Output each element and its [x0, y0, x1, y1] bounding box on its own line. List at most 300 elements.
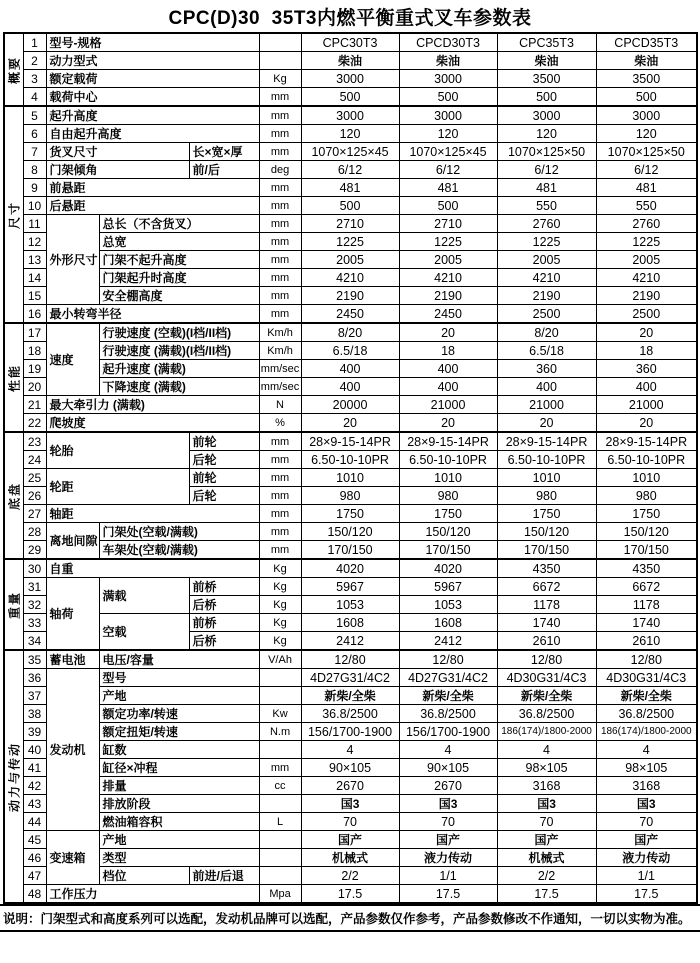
- value-cell: 20: [596, 414, 697, 433]
- value-cell: 20: [497, 414, 596, 433]
- value-cell: 150/120: [596, 523, 697, 541]
- unit-cell: N.m: [259, 723, 301, 741]
- value-cell: 20: [301, 414, 399, 433]
- unit-cell: mm: [259, 197, 301, 215]
- value-cell: 17.5: [497, 885, 596, 904]
- value-cell: 980: [399, 487, 497, 505]
- value-cell: 36.8/2500: [596, 705, 697, 723]
- value-cell: 3500: [497, 70, 596, 88]
- table-row: [4, 360, 697, 378]
- value-cell: 1178: [497, 596, 596, 614]
- row-number: 45: [23, 831, 46, 849]
- value-cell: 500: [301, 197, 399, 215]
- table-row: [4, 741, 697, 759]
- unit-cell: Km/h: [259, 323, 301, 342]
- value-cell: 2005: [301, 251, 399, 269]
- value-cell: 4210: [497, 269, 596, 287]
- spec-table-body: [4, 33, 697, 903]
- table-row: [4, 52, 697, 70]
- value-cell: 36.8/2500: [301, 705, 399, 723]
- param-cell: 外形尺寸: [46, 215, 99, 305]
- value-cell: 120: [301, 125, 399, 143]
- row-number: 10: [23, 197, 46, 215]
- value-cell: 186(174)/1800-2000: [497, 723, 596, 741]
- table-row: [4, 161, 697, 179]
- value-cell: 2412: [399, 632, 497, 651]
- value-cell: 550: [497, 197, 596, 215]
- table-row: [4, 396, 697, 414]
- unit-cell: [259, 33, 301, 52]
- value-cell: 6/12: [497, 161, 596, 179]
- row-number: 7: [23, 143, 46, 161]
- param-cell: 轴荷: [46, 578, 99, 651]
- unit-cell: Mpa: [259, 885, 301, 904]
- table-row: [4, 215, 697, 233]
- unit-cell: Kw: [259, 705, 301, 723]
- value-cell: 1/1: [596, 867, 697, 885]
- footer-note: 说明：门架型式和高度系列可以选配，发动机品牌可以选配，产品参数仅作参考，产品参数修改不作通知，一切以实物为准。: [0, 904, 700, 932]
- value-cell: 170/150: [301, 541, 399, 560]
- row-number: 29: [23, 541, 46, 560]
- unit-cell: mm: [259, 487, 301, 505]
- value-cell: 120: [497, 125, 596, 143]
- row-number: 2: [23, 52, 46, 70]
- value-cell: 1/1: [399, 867, 497, 885]
- value-cell: 1070×125×45: [399, 143, 497, 161]
- value-cell: 国3: [497, 795, 596, 813]
- row-number: 36: [23, 669, 46, 687]
- row-number: 9: [23, 179, 46, 197]
- unit-cell: mm: [259, 143, 301, 161]
- value-cell: 90×105: [399, 759, 497, 777]
- value-cell: 2710: [301, 215, 399, 233]
- value-cell: 400: [497, 378, 596, 396]
- value-cell: 1053: [301, 596, 399, 614]
- value-cell: 28×9-15-14PR: [301, 432, 399, 451]
- param-cell: 车架处(空载/满载): [99, 541, 259, 560]
- row-number: 21: [23, 396, 46, 414]
- table-row: [4, 251, 697, 269]
- value-cell: 70: [301, 813, 399, 831]
- unit-cell: N: [259, 396, 301, 414]
- value-cell: 12/80: [301, 650, 399, 669]
- value-cell: 6.50-10-10PR: [497, 451, 596, 469]
- unit-cell: mm: [259, 106, 301, 125]
- value-cell: 400: [399, 360, 497, 378]
- param-cell: 满载: [99, 578, 189, 614]
- table-row: [4, 378, 697, 396]
- value-cell: 18: [596, 342, 697, 360]
- value-cell: 4020: [301, 559, 399, 578]
- param-cell: 电压/容量: [99, 650, 259, 669]
- unit-cell: mm: [259, 215, 301, 233]
- unit-cell: mm: [259, 541, 301, 560]
- value-cell: 90×105: [301, 759, 399, 777]
- param-cell: 前/后: [189, 161, 259, 179]
- value-cell: CPC30T3: [301, 33, 399, 52]
- value-cell: 12/80: [399, 650, 497, 669]
- value-cell: 1010: [399, 469, 497, 487]
- table-row: [4, 813, 697, 831]
- value-cell: 4D30G31/4C3: [596, 669, 697, 687]
- value-cell: 156/1700-1900: [301, 723, 399, 741]
- value-cell: 481: [301, 179, 399, 197]
- value-cell: 4: [301, 741, 399, 759]
- value-cell: 17.5: [301, 885, 399, 904]
- unit-cell: Kg: [259, 70, 301, 88]
- value-cell: 1608: [399, 614, 497, 632]
- value-cell: 980: [301, 487, 399, 505]
- value-cell: 20: [399, 323, 497, 342]
- param-cell: 蓄电池: [46, 650, 99, 669]
- value-cell: 120: [596, 125, 697, 143]
- value-cell: 4: [399, 741, 497, 759]
- value-cell: 4350: [497, 559, 596, 578]
- table-row: [4, 106, 697, 125]
- row-number: 40: [23, 741, 46, 759]
- value-cell: 新柴/全柴: [596, 687, 697, 705]
- table-row: [4, 143, 697, 161]
- value-cell: 国3: [301, 795, 399, 813]
- value-cell: 1750: [596, 505, 697, 523]
- value-cell: 液力传动: [399, 849, 497, 867]
- param-cell: 门架起升时高度: [99, 269, 259, 287]
- param-cell: 前桥: [189, 614, 259, 632]
- value-cell: 6/12: [596, 161, 697, 179]
- value-cell: 28×9-15-14PR: [596, 432, 697, 451]
- table-row: [4, 269, 697, 287]
- value-cell: 4: [497, 741, 596, 759]
- value-cell: 500: [399, 197, 497, 215]
- param-cell: 离地间隙: [46, 523, 99, 560]
- param-cell: 安全棚高度: [99, 287, 259, 305]
- value-cell: 机械式: [497, 849, 596, 867]
- value-cell: 400: [301, 360, 399, 378]
- value-cell: 70: [399, 813, 497, 831]
- category-label: 尺寸: [7, 200, 22, 229]
- row-number: 37: [23, 687, 46, 705]
- param-cell: 产地: [99, 831, 259, 849]
- value-cell: 6672: [596, 578, 697, 596]
- unit-cell: mm: [259, 88, 301, 107]
- row-number: 14: [23, 269, 46, 287]
- value-cell: 2005: [497, 251, 596, 269]
- table-row: [4, 179, 697, 197]
- table-row: [4, 287, 697, 305]
- value-cell: 1010: [596, 469, 697, 487]
- value-cell: 360: [596, 360, 697, 378]
- param-cell: 额定载荷: [46, 70, 259, 88]
- unit-cell: mm: [259, 305, 301, 324]
- value-cell: 980: [497, 487, 596, 505]
- param-cell: 门架处(空载/满载): [99, 523, 259, 541]
- value-cell: 4350: [596, 559, 697, 578]
- value-cell: 400: [596, 378, 697, 396]
- param-cell: 轮距: [46, 469, 189, 505]
- row-number: 11: [23, 215, 46, 233]
- param-cell: 最小转弯半径: [46, 305, 259, 324]
- param-cell: 行驶速度 (满载)(I档/II档): [99, 342, 259, 360]
- unit-cell: Km/h: [259, 342, 301, 360]
- param-cell: 产地: [99, 687, 259, 705]
- table-row: [4, 759, 697, 777]
- row-number: 17: [23, 323, 46, 342]
- row-number: 5: [23, 106, 46, 125]
- unit-cell: mm: [259, 469, 301, 487]
- param-cell: 门架不起升高度: [99, 251, 259, 269]
- value-cell: 2670: [301, 777, 399, 795]
- param-cell: 起升高度: [46, 106, 259, 125]
- unit-cell: mm: [259, 432, 301, 451]
- value-cell: 70: [596, 813, 697, 831]
- param-cell: 发动机: [46, 669, 99, 831]
- value-cell: 8/20: [497, 323, 596, 342]
- value-cell: 6.5/18: [301, 342, 399, 360]
- value-cell: 1750: [399, 505, 497, 523]
- value-cell: CPCD30T3: [399, 33, 497, 52]
- unit-cell: [259, 52, 301, 70]
- param-cell: 载荷中心: [46, 88, 259, 107]
- value-cell: 500: [596, 88, 697, 107]
- value-cell: 2450: [399, 305, 497, 324]
- value-cell: 481: [596, 179, 697, 197]
- value-cell: 2190: [399, 287, 497, 305]
- value-cell: 20000: [301, 396, 399, 414]
- value-cell: 500: [497, 88, 596, 107]
- row-number: 12: [23, 233, 46, 251]
- param-cell: 档位: [99, 867, 189, 885]
- row-number: 34: [23, 632, 46, 651]
- param-cell: 后桥: [189, 632, 259, 651]
- value-cell: 2610: [596, 632, 697, 651]
- value-cell: 机械式: [301, 849, 399, 867]
- value-cell: 18: [399, 342, 497, 360]
- param-cell: 后轮: [189, 487, 259, 505]
- value-cell: 980: [596, 487, 697, 505]
- value-cell: 2760: [596, 215, 697, 233]
- category-label: 动力与传动: [7, 741, 22, 812]
- value-cell: 5967: [399, 578, 497, 596]
- param-cell: 排量: [99, 777, 259, 795]
- unit-cell: Kg: [259, 632, 301, 651]
- value-cell: 1010: [301, 469, 399, 487]
- param-cell: 型号-规格: [46, 33, 259, 52]
- value-cell: 3000: [596, 106, 697, 125]
- table-row: [4, 723, 697, 741]
- param-cell: 货叉尺寸: [46, 143, 189, 161]
- param-cell: 前轮: [189, 432, 259, 451]
- param-cell: 燃油箱容积: [99, 813, 259, 831]
- row-number: 23: [23, 432, 46, 451]
- unit-cell: [259, 831, 301, 849]
- row-number: 31: [23, 578, 46, 596]
- value-cell: 2710: [399, 215, 497, 233]
- unit-cell: mm: [259, 451, 301, 469]
- row-number: 19: [23, 360, 46, 378]
- unit-cell: mm: [259, 125, 301, 143]
- value-cell: 20: [596, 323, 697, 342]
- param-cell: 类型: [99, 849, 259, 867]
- page-title: CPC(D)30 35T3内燃平衡重式叉车参数表: [168, 8, 532, 29]
- value-cell: 4: [596, 741, 697, 759]
- param-cell: 速度: [46, 323, 99, 396]
- value-cell: 4020: [399, 559, 497, 578]
- value-cell: 国产: [399, 831, 497, 849]
- value-cell: 3000: [301, 70, 399, 88]
- unit-cell: mm: [259, 269, 301, 287]
- unit-cell: [259, 741, 301, 759]
- table-row: [4, 650, 697, 669]
- row-number: 39: [23, 723, 46, 741]
- value-cell: 2190: [497, 287, 596, 305]
- value-cell: 2/2: [497, 867, 596, 885]
- value-cell: 国产: [301, 831, 399, 849]
- unit-cell: %: [259, 414, 301, 433]
- param-cell: 下降速度 (满载): [99, 378, 259, 396]
- value-cell: 3000: [497, 106, 596, 125]
- value-cell: 8/20: [301, 323, 399, 342]
- value-cell: 98×105: [596, 759, 697, 777]
- value-cell: 21000: [596, 396, 697, 414]
- value-cell: 170/150: [497, 541, 596, 560]
- param-cell: 后悬距: [46, 197, 259, 215]
- unit-cell: mm: [259, 179, 301, 197]
- row-number: 6: [23, 125, 46, 143]
- value-cell: 70: [497, 813, 596, 831]
- table-row: [4, 559, 697, 578]
- row-number: 38: [23, 705, 46, 723]
- unit-cell: [259, 867, 301, 885]
- unit-cell: Kg: [259, 596, 301, 614]
- row-number: 28: [23, 523, 46, 541]
- value-cell: 1070×125×45: [301, 143, 399, 161]
- value-cell: 2/2: [301, 867, 399, 885]
- unit-cell: [259, 849, 301, 867]
- category-label: 重量: [7, 590, 22, 619]
- value-cell: 36.8/2500: [497, 705, 596, 723]
- table-row: [4, 523, 697, 541]
- value-cell: 1225: [596, 233, 697, 251]
- param-cell: 长×宽×厚: [189, 143, 259, 161]
- value-cell: 国3: [596, 795, 697, 813]
- value-cell: 柴油: [301, 52, 399, 70]
- unit-cell: Kg: [259, 559, 301, 578]
- value-cell: 国产: [497, 831, 596, 849]
- param-cell: 缸径×冲程: [99, 759, 259, 777]
- value-cell: 3000: [301, 106, 399, 125]
- param-cell: 门架倾角: [46, 161, 189, 179]
- value-cell: 150/120: [497, 523, 596, 541]
- value-cell: 1740: [497, 614, 596, 632]
- table-row: [4, 795, 697, 813]
- value-cell: 21000: [497, 396, 596, 414]
- param-cell: 动力型式: [46, 52, 259, 70]
- category-cell: [4, 559, 23, 650]
- row-number: 48: [23, 885, 46, 904]
- param-cell: 总长（不含货叉）: [99, 215, 259, 233]
- value-cell: 1225: [497, 233, 596, 251]
- value-cell: 新柴/全柴: [301, 687, 399, 705]
- value-cell: 170/150: [399, 541, 497, 560]
- value-cell: 170/150: [596, 541, 697, 560]
- value-cell: 21000: [399, 396, 497, 414]
- value-cell: CPC35T3: [497, 33, 596, 52]
- unit-cell: [259, 669, 301, 687]
- table-row: [4, 687, 697, 705]
- param-cell: 轴距: [46, 505, 259, 523]
- value-cell: 3000: [399, 70, 497, 88]
- row-number: 44: [23, 813, 46, 831]
- unit-cell: Kg: [259, 578, 301, 596]
- value-cell: 2190: [596, 287, 697, 305]
- table-row: [4, 33, 697, 52]
- param-cell: 变速箱: [46, 831, 99, 885]
- value-cell: 6672: [497, 578, 596, 596]
- value-cell: CPCD35T3: [596, 33, 697, 52]
- value-cell: 3000: [399, 106, 497, 125]
- value-cell: 12/80: [596, 650, 697, 669]
- value-cell: 4D27G31/4C2: [301, 669, 399, 687]
- row-number: 26: [23, 487, 46, 505]
- row-number: 47: [23, 867, 46, 885]
- table-row: [4, 469, 697, 487]
- param-cell: 前轮: [189, 469, 259, 487]
- value-cell: 液力传动: [596, 849, 697, 867]
- unit-cell: mm: [259, 233, 301, 251]
- value-cell: 2190: [301, 287, 399, 305]
- table-row: [4, 432, 697, 451]
- param-cell: 额定扭矩/转速: [99, 723, 259, 741]
- param-cell: 自重: [46, 559, 259, 578]
- row-number: 25: [23, 469, 46, 487]
- value-cell: 新柴/全柴: [399, 687, 497, 705]
- table-row: [4, 705, 697, 723]
- table-row: [4, 578, 697, 596]
- row-number: 20: [23, 378, 46, 396]
- unit-cell: mm: [259, 523, 301, 541]
- table-row: [4, 323, 697, 342]
- spec-table: [3, 32, 698, 904]
- value-cell: 6.50-10-10PR: [596, 451, 697, 469]
- value-cell: 36.8/2500: [399, 705, 497, 723]
- value-cell: 150/120: [301, 523, 399, 541]
- value-cell: 1070×125×50: [596, 143, 697, 161]
- value-cell: 17.5: [596, 885, 697, 904]
- value-cell: 2500: [596, 305, 697, 324]
- value-cell: 6/12: [301, 161, 399, 179]
- param-cell: 自由起升高度: [46, 125, 259, 143]
- value-cell: 6/12: [399, 161, 497, 179]
- value-cell: 6.50-10-10PR: [301, 451, 399, 469]
- unit-cell: [259, 795, 301, 813]
- table-row: [4, 541, 697, 560]
- row-number: 13: [23, 251, 46, 269]
- param-cell: 前桥: [189, 578, 259, 596]
- row-number: 41: [23, 759, 46, 777]
- table-row: [4, 505, 697, 523]
- unit-cell: mm: [259, 759, 301, 777]
- value-cell: 1053: [399, 596, 497, 614]
- value-cell: 4210: [399, 269, 497, 287]
- value-cell: 28×9-15-14PR: [399, 432, 497, 451]
- row-number: 18: [23, 342, 46, 360]
- value-cell: 1225: [301, 233, 399, 251]
- table-row: [4, 305, 697, 324]
- unit-cell: mm/sec: [259, 360, 301, 378]
- value-cell: 2670: [399, 777, 497, 795]
- value-cell: 5967: [301, 578, 399, 596]
- param-cell: 前进/后退: [189, 867, 259, 885]
